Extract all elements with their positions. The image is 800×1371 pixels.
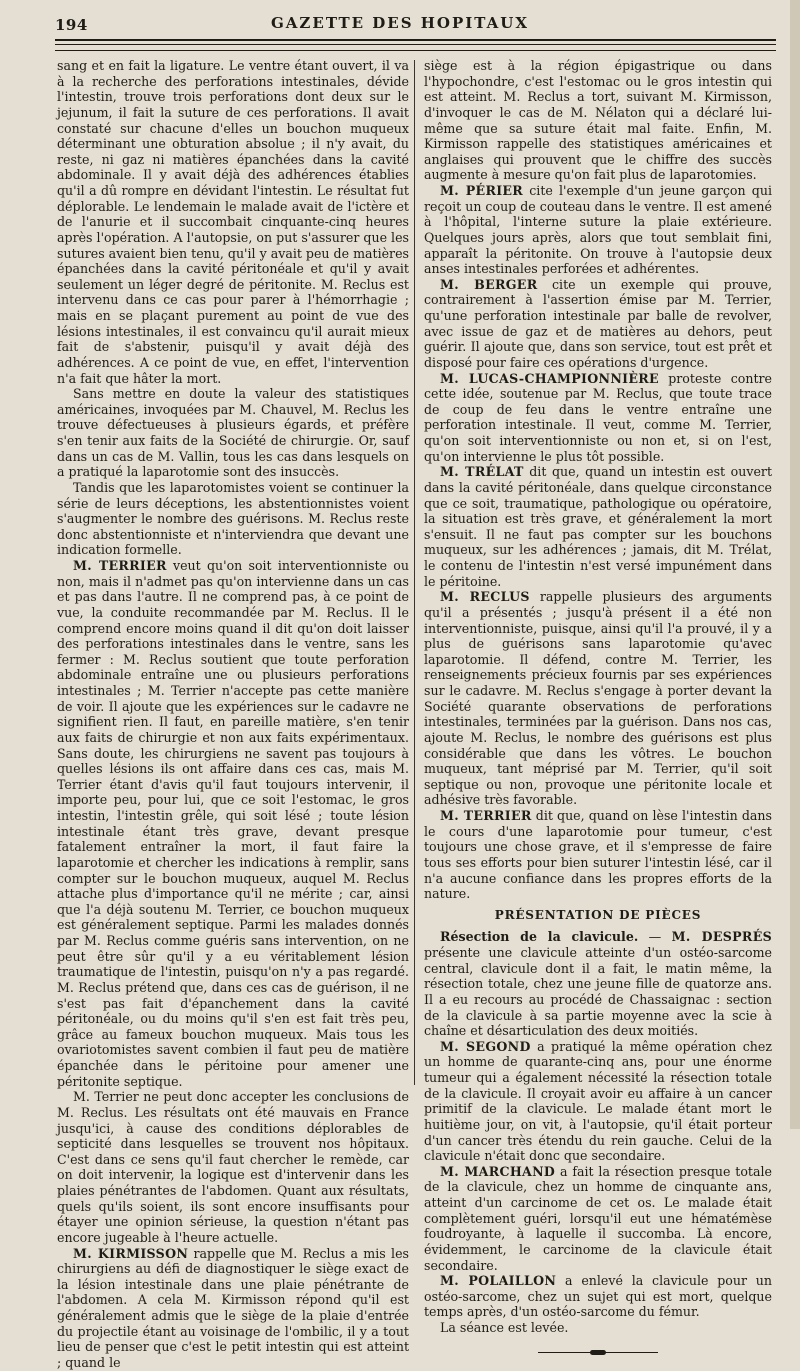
paragraph-text: rappelle plusieurs des arguments qu'il a présentés ; jusqu'à présent il a été non interventionniste, puisque, ainsi qu'il l'a prouvé, il y a plus de guérisons sans laparotomie qu'avec laparotomie. Il défend, contre M. Terrier, les renseignements précieux fournis par ses expériences sur le cadavre. M. Reclus s'engage à porter devant la Société quarante observations de perforations intestinales, terminées par la guérison. Dans nos cas, ajoute M. Reclus, le nombre des guérisons est plus considérable que dans les vôtres. Le bouchon muqueux, tant méprisé par M. Terrier, qu'il soit septique ou non, provoque une péritonite locale et adhésive très favorable.: [424, 589, 772, 808]
header-rule-thin: [55, 44, 776, 45]
speaker-name: M. TERRIER: [73, 558, 167, 573]
speaker-name: M. POLAILLON: [440, 1273, 557, 1289]
running-head-title: GAZETTE DES HOPITAUX: [270, 14, 529, 32]
section-heading: PRÉSENTATION DE PIÈCES: [494, 907, 702, 922]
paragraph: [424, 1273, 772, 1320]
right-column: [424, 58, 772, 1353]
page-spine-shadow: [790, 0, 800, 1129]
speaker-name: M. TERRIER: [440, 808, 532, 823]
paragraph: [424, 1039, 772, 1164]
speaker-name: M. TRÉLAT: [440, 464, 524, 480]
paragraph: [424, 277, 772, 371]
paragraph-text: dit que, quand on lèse l'intestin dans le cours d'une laparotomie pour tumeur, c'est toujours une chose grave, et il s'empresse de faire tous ses efforts pour bien suturer l'intestin lésé, car il n'a aucune confiance dans les propres efforts de la nature.: [424, 808, 772, 902]
paragraph-text: présente une clavicule atteinte d'un ostéo-sarcome central, clavicule dont il a fait, le matin même, la résection totale, chez une jeune fille de quatorze ans. Il a eu recours au procédé de Chassaignac : section de la clavicule à sa partie moyenne avec la scie à chaîne et désarticulation des deux moitiés.: [424, 945, 772, 1039]
column-divider: [414, 60, 415, 1085]
dash: —: [638, 929, 672, 945]
paragraph-text: sang et en fait la ligature. Le ventre étant ouvert, il va à la recherche des perforations intestinales, dévide l'intestin, trouve trois perforations dont deux sur le jejunum, il fait la suture de ces perforations. Il avait constaté sur chacune d'elles un bouchon muqueux déterminant une obturation absolue ; il n'y avait, du reste, ni gaz ni matières épanchées dans la cavité abdominale. Il y avait déjà des adhérences établies qu'il a dû rompre en dévidant l'intestin. Le résultat fut déplorable. Le lendemain le malade avait de l'ictère et de l'anurie et il succombait cinquante-cinq heures après l'opération. A l'autopsie, on put s'assurer que les sutures avaient bien tenu, qu'il y avait peu de matières épanchées dans la cavité péritonéale et qu'il y avait seulement un léger degré de péritonite. M. Reclus est intervenu dans ce cas pour parer à l'hémorrhagie ; mais en se plaçant purement au point de vue des lésions intestinales, il est convaincu qu'il aurait mieux fait de s'abstenir, puisqu'il y avait déjà des adhérences. A ce point de vue, en effet, l'intervention n'a fait que hâter la mort.: [57, 58, 409, 386]
paragraph: [424, 183, 772, 277]
paragraph: [57, 480, 409, 558]
paragraph-text: M. Terrier ne peut donc accepter les conclusions de M. Reclus. Les résultats ont été mauvais en France jusqu'ici, à cause des conditions déplorables de septicité dans lesquelles se trouvent nos hôpitaux. C'est dans ce sens qu'il faut chercher le remède, car on doit intervenir, la logique est d'intervenir dans les plaies pénétrantes de l'abdomen. Quant aux résultats, quels qu'ils soient, ils sont encore insuffisants pour étayer une opinion sérieuse, la question n'étant pas encore jugeable à l'heure actuelle.: [57, 1089, 409, 1245]
header-rule-thick: [55, 39, 776, 41]
paragraph-text: Tandis que les laparotomistes voient se continuer la série de leurs déceptions, les abstentionnistes voient s'augmenter le nombre des guérisons. M. Reclus reste donc abstentionniste et n'interviendra que devant une indication formelle.: [57, 479, 409, 558]
paragraph: [57, 58, 409, 386]
paragraph: [424, 371, 772, 465]
paragraph: [57, 558, 409, 1089]
speaker-name: M. MARCHAND: [440, 1163, 556, 1179]
paragraph-text: a fait la résection presque totale de la clavicule, chez un homme de cinquante ans, atteint d'un carcinome de cet os. Le malade était complètement guéri, lorsqu'il eut une hématémèse foudroyante, à laquelle il succomba. Là encore, évidemment, le carcinome de la clavicule était secondaire.: [424, 1163, 772, 1273]
paragraph-text: proteste contre cette idée, soutenue par M. Reclus, que toute trace de coup de feu dans le ventre entraîne une perforation intestinale. Il veut, comme M. Terrier, qu'on soit interventionniste ou non et, si on l'est, qu'on intervienne le plus tôt possible.: [424, 370, 772, 464]
paragraph-text: rappelle que M. Reclus a mis les chirurgiens au défi de diagnostiquer le siège exact de la lésion intestinale dans une plaie pénétrante de l'abdomen. A cela M. Kirmisson répond qu'il est généralement admis que le siège de la plaie d'entrée du projectile étant au voisinage de l'ombilic, il y a tout lieu de penser que c'est le petit intestin qui est atteint ; quand le: [57, 1245, 409, 1370]
paragraph-text: dit que, quand un intestin est ouvert dans la cavité péritonéale, dans quelque circonstance que ce soit, traumatique, pathologique ou opératoire, la situation est très grave, et généralement la mort s'ensuit. Il ne faut pas compter sur les bouchons muqueux, sur les adhérences ; jamais, dit M. Trélat, le contenu de l'intestin n'est versé impunément dans le péritoine.: [424, 464, 773, 589]
speaker-name: M. LUCAS-CHAMPIONNIÈRE: [440, 370, 659, 386]
speaker-name: M. BERGER: [440, 276, 538, 292]
subheading: Résection de la clavicule.: [440, 929, 639, 945]
paragraph: [57, 1246, 409, 1371]
speaker-name: M. DESPRÉS: [671, 929, 772, 945]
paragraph-text: a pratiqué la même opération chez un homme de quarante-cinq ans, pour une énorme tumeur qui a également nécessité la résection totale de la clavicule. Il croyait avoir eu affaire à un cancer primitif de la clavicule. Le malade étant mort le huitième jour, on vit, à l'autopsie, qu'il était porteur d'un cancer très étendu du rein gauche. Celui de la clavicule n'était donc que secondaire.: [424, 1038, 772, 1164]
speaker-name: M. PÉRIER: [440, 183, 524, 198]
speaker-name: M. KIRMISSON: [73, 1245, 189, 1261]
paragraph-text: La séance est levée.: [440, 1320, 569, 1335]
paragraph: [424, 1164, 772, 1273]
paragraph: [424, 464, 772, 589]
paragraph: [424, 1320, 772, 1336]
header-rule-thin-lower: [55, 50, 776, 51]
paragraph: [57, 386, 409, 480]
speaker-name: M. RECLUS: [440, 589, 530, 605]
paragraph: [424, 929, 772, 1038]
speaker-name: M. SEGOND: [440, 1038, 531, 1054]
paragraph: [57, 1089, 409, 1245]
paragraph: [424, 58, 772, 183]
paragraph: [424, 808, 772, 902]
end-ornament-rule: [538, 1352, 658, 1353]
paragraph-text: cite un exemple qui prouve, contrairement à l'assertion émise par M. Terrier, qu'une perforation intestinale par balle de revolver, avec issue de gaz et de matières au dehors, peut guérir. Il ajoute que, dans son service, tout est prêt et disposé pour faire ces opérations d'urgence.: [424, 276, 772, 370]
paragraph-text: veut qu'on soit interventionniste ou non, mais il n'admet pas qu'on intervienne dans un cas et pas dans l'autre. Il ne comprend pas, à ce point de vue, la conduite recommandée par M. Reclus. Il le comprend encore moins quand il dit qu'on doit laisser des perforations intestinales dans le ventre, sans les fermer : M. Reclus soutient que toute perforation abdominale entraîne une ou plusieurs perforations intestinales ; M. Terrier n'accepte pas cette manière de voir. Il ajoute que les expériences sur le cadavre ne signifient rien. Il faut, en pareille matière, s'en tenir aux faits de chirurgie et non aux faits expérimentaux. Sans doute, les chirurgiens ne savent pas toujours à quelles lésions ils ont affaire dans ces cas, mais M. Terrier étant d'avis qu'il faut toujours intervenir, il importe peu, pour lui, que ce soit l'estomac, le gros intestin, l'intestin grêle, qui soit lésé ; toute lésion intestinale étant très grave, devant presque fatalement entraîner la mort, il faut faire la laparotomie et chercher les indications à remplir, sans compter sur le bouchon muqueux, auquel M. Reclus attache plus d'importance qu'il ne mérite ; car, ainsi que l'a déjà soutenu M. Terrier, ce bouchon muqueux est généralement septique. Parmi les malades donnés par M. Reclus comme guéris sans intervention, on ne peut être sûr qu'il y a eu véritablement lésion traumatique de l'intestin, puisqu'on n'y a pas regardé. M. Reclus prétend que, dans ces cas de guérison, il ne s'est pas fait d'épanchement dans la cavité péritonéale, ou du moins qu'il s'en est fait très peu, grâce au fameux bouchon muqueux. Mais tous les ovariotomistes savent combien il faut peu de matière épanchée dans le péritoine pour amener une péritonite septique.: [57, 558, 409, 1089]
paragraph: [424, 589, 772, 808]
left-column: [57, 58, 409, 1371]
page-number: 194: [55, 16, 88, 34]
paragraph-text: a enlevé la clavicule pour un ostéo-sarcome, chez un sujet qui est mort, quelque temps après, d'un ostéo-sarcome du fémur.: [424, 1273, 772, 1320]
paragraph-text: cite l'exemple d'un jeune garçon qui reçoit un coup de couteau dans le ventre. Il est amené à l'hôpital, l'interne suture la plaie extérieure. Quelques jours après, alors que tout semblait fini, apparaît la péritonite. On trouve à l'autopsie deux anses intestinales perforées et adhérentes.: [424, 183, 772, 277]
paragraph-text: Sans mettre en doute la valeur des statistiques américaines, invoquées par M. Chauvel, M. Reclus les trouve défectueuses à plusieurs égards, et préfère s'en tenir aux faits de la Société de chirurgie. Or, sauf dans un cas de M. Vallin, tous les cas dans lesquels on a pratiqué la laparotomie sont des insuccès.: [57, 386, 409, 480]
paragraph-text: siège est à la région épigastrique ou dans l'hypochondre, c'est l'estomac ou le gros intestin qui est atteint. M. Reclus a tort, suivant M. Kirmisson, d'invoquer le cas de M. Nélaton qui a déclaré lui-même que sa suture était mal faite. Enfin, M. Kirmisson rappelle des statistiques américaines et anglaises qui prouvent que le chiffre des succès augmente à mesure qu'on fait plus de laparotomies.: [424, 58, 772, 183]
